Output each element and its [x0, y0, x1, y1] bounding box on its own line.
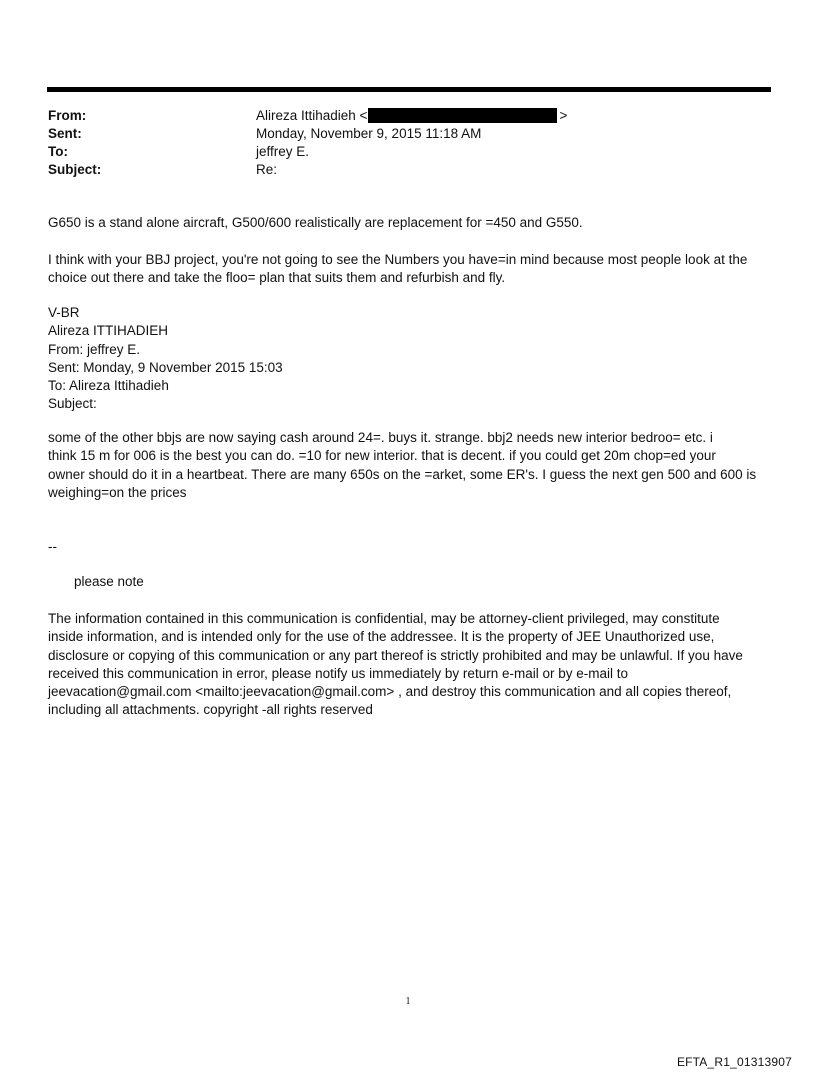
header-rule [47, 87, 771, 92]
quoted-line: some of the other bbjs are now saying cash around 24=. buys it. strange. bbj2 needs new interior bedroo= etc. i [48, 430, 713, 445]
disclaimer-line: disclosure or copying of this communication or any part thereof is strictly prohibited and may be unlawful. If you have [48, 647, 743, 663]
sent-label: Sent: [48, 126, 82, 141]
page-number: 1 [405, 996, 411, 1007]
disclaimer-line: jeevacation@gmail.com <mailto:jeevacation@gmail.com> , and destroy this communication and all copies thereof, [48, 684, 732, 700]
subject-label: Subject: [48, 162, 102, 177]
disclaimer-line: inside information, and is intended only for the use of the addressee. It is the property of JEE Unauthorized use, [48, 629, 715, 645]
body-paragraph-2: I think with your BBJ project, you're not going to see the Numbers you have=in mind because most people look at the choice out there and take the floo= plan that suits them and refurbish and fly. [48, 252, 748, 286]
disclaimer-line: The information contained in this communication is confidential, may be attorney-client privileged, may constitute [48, 611, 720, 626]
disclaimer-line: including all attachments. copyright -all rights reserved [48, 702, 373, 718]
to-label: To: [48, 144, 68, 159]
quoted-line: owner should do it in a heartbeat. There are many 650s on the =arket, some ER's. I guess the next gen 500 and 600 is [48, 466, 757, 482]
from-suffix: > [559, 108, 568, 123]
from-value [256, 107, 567, 125]
to-value: jeffrey E. [256, 144, 310, 159]
redaction-box [368, 108, 557, 123]
quoted-line: think 15 m for 006 is the best you can do. =10 for new interior. that is decent. if you could get 20m chop=ed your [48, 448, 716, 464]
signoff-line: Sent: Monday, 9 November 2015 15:03 [48, 359, 283, 375]
quoted-line: weighing=on the prices [48, 484, 187, 500]
disclaimer-line: received this communication in error, please notify us immediately by return e-mail or by e-mail to [48, 665, 628, 681]
subject-value: Re: [256, 162, 278, 177]
from-label: From: [48, 108, 87, 123]
signoff-line: V-BR [48, 305, 80, 320]
signoff-line: From: jeffrey E. [48, 341, 141, 357]
disclaimer [48, 610, 768, 720]
body-paragraph-1: G650 is a stand alone aircraft, G500/600 realistically are replacement for =450 and G550. [48, 215, 583, 230]
signoff-block [48, 304, 768, 414]
signoff-line: Subject: [48, 396, 97, 412]
please-note: please note [74, 574, 144, 589]
from-name: Alireza Ittihadieh < [256, 108, 368, 123]
quoted-message [48, 429, 768, 502]
signoff-line: To: Alireza Ittihadieh [48, 378, 169, 394]
sent-value: Monday, November 9, 2015 11:18 AM [256, 126, 482, 141]
signature-separator: -- [48, 539, 57, 554]
signoff-line: Alireza ITTIHADIEH [48, 323, 169, 339]
bates-number: EFTA_R1_01313907 [676, 1055, 792, 1069]
